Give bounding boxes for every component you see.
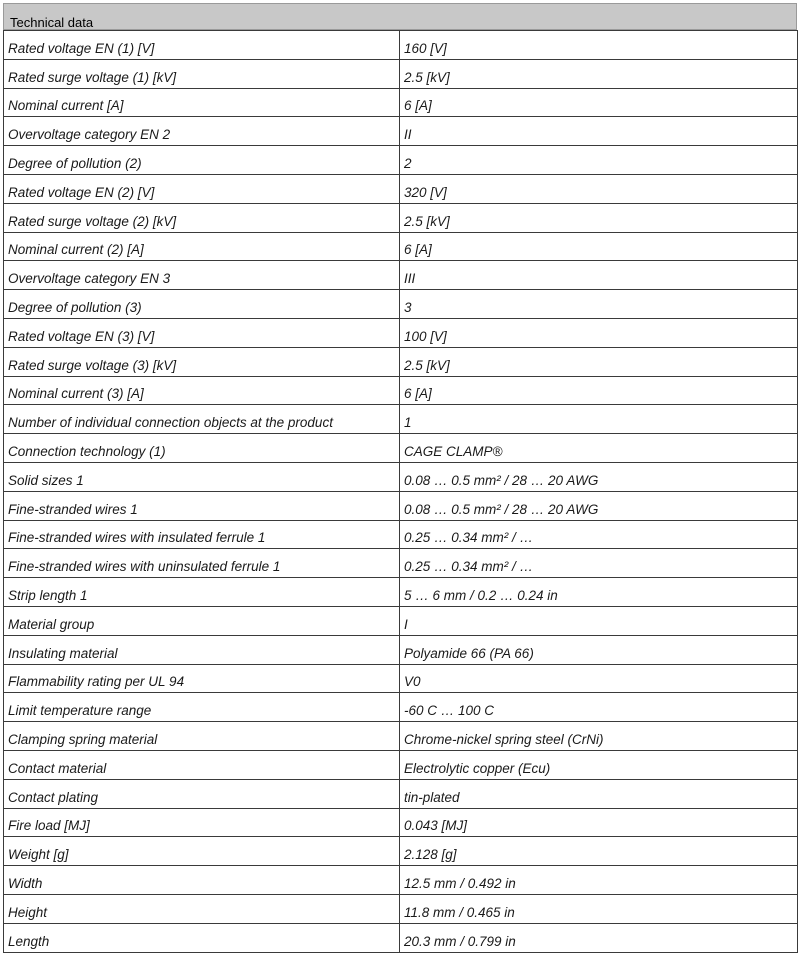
property-value: -60 C … 100 C bbox=[400, 693, 798, 722]
property-value: 2 bbox=[400, 146, 798, 175]
property-label: Height bbox=[4, 894, 400, 923]
property-label: Material group bbox=[4, 606, 400, 635]
table-row bbox=[4, 520, 798, 549]
table-row bbox=[4, 174, 798, 203]
property-label: Rated voltage EN (1) [V] bbox=[4, 31, 400, 60]
property-label: Solid sizes 1 bbox=[4, 462, 400, 491]
property-value: 20.3 mm / 0.799 in bbox=[400, 923, 798, 952]
table-row bbox=[4, 405, 798, 434]
table-row bbox=[4, 290, 798, 319]
property-value: 320 [V] bbox=[400, 174, 798, 203]
property-value: 5 … 6 mm / 0.2 … 0.24 in bbox=[400, 578, 798, 607]
property-value: 2.5 [kV] bbox=[400, 347, 798, 376]
table-row bbox=[4, 347, 798, 376]
property-value: 100 [V] bbox=[400, 318, 798, 347]
table-row bbox=[4, 491, 798, 520]
table-row bbox=[4, 750, 798, 779]
property-label: Limit temperature range bbox=[4, 693, 400, 722]
table-row bbox=[4, 146, 798, 175]
property-label: Fine-stranded wires with uninsulated ferrule 1 bbox=[4, 549, 400, 578]
table-row bbox=[4, 693, 798, 722]
table-row bbox=[4, 261, 798, 290]
property-label: Number of individual connection objects at the product bbox=[4, 405, 400, 434]
table-row bbox=[4, 31, 798, 60]
property-label: Rated voltage EN (2) [V] bbox=[4, 174, 400, 203]
property-label: Clamping spring material bbox=[4, 722, 400, 751]
property-label: Connection technology (1) bbox=[4, 434, 400, 463]
technical-data-section bbox=[3, 3, 797, 953]
property-label: Nominal current [A] bbox=[4, 88, 400, 117]
property-value: 3 bbox=[400, 290, 798, 319]
table-row bbox=[4, 318, 798, 347]
table-row bbox=[4, 808, 798, 837]
property-label: Width bbox=[4, 866, 400, 895]
table-row bbox=[4, 549, 798, 578]
property-label: Strip length 1 bbox=[4, 578, 400, 607]
property-label: Flammability rating per UL 94 bbox=[4, 664, 400, 693]
property-value: 0.25 … 0.34 mm² / … bbox=[400, 549, 798, 578]
property-value: 12.5 mm / 0.492 in bbox=[400, 866, 798, 895]
table-row bbox=[4, 779, 798, 808]
property-label: Length bbox=[4, 923, 400, 952]
property-label: Contact plating bbox=[4, 779, 400, 808]
section-title: Technical data bbox=[3, 3, 797, 30]
property-label: Weight [g] bbox=[4, 837, 400, 866]
property-label: Nominal current (3) [A] bbox=[4, 376, 400, 405]
property-value: Electrolytic copper (Ecu) bbox=[400, 750, 798, 779]
property-value: 2.128 [g] bbox=[400, 837, 798, 866]
property-value: 0.08 … 0.5 mm² / 28 … 20 AWG bbox=[400, 491, 798, 520]
property-label: Rated surge voltage (1) [kV] bbox=[4, 59, 400, 88]
property-value: 2.5 [kV] bbox=[400, 59, 798, 88]
property-value: 11.8 mm / 0.465 in bbox=[400, 894, 798, 923]
table-row bbox=[4, 894, 798, 923]
property-value: I bbox=[400, 606, 798, 635]
table-row bbox=[4, 923, 798, 952]
table-row bbox=[4, 434, 798, 463]
table-row bbox=[4, 722, 798, 751]
table-row bbox=[4, 376, 798, 405]
property-value: V0 bbox=[400, 664, 798, 693]
property-label: Fine-stranded wires with insulated ferrule 1 bbox=[4, 520, 400, 549]
property-value: 1 bbox=[400, 405, 798, 434]
property-label: Fire load [MJ] bbox=[4, 808, 400, 837]
property-label: Degree of pollution (3) bbox=[4, 290, 400, 319]
property-value: III bbox=[400, 261, 798, 290]
table-row bbox=[4, 578, 798, 607]
table-row bbox=[4, 866, 798, 895]
property-label: Insulating material bbox=[4, 635, 400, 664]
property-value: 6 [A] bbox=[400, 88, 798, 117]
property-value: Polyamide 66 (PA 66) bbox=[400, 635, 798, 664]
property-label: Overvoltage category EN 2 bbox=[4, 117, 400, 146]
table-row bbox=[4, 664, 798, 693]
table-row bbox=[4, 117, 798, 146]
technical-data-table bbox=[3, 30, 798, 953]
property-label: Overvoltage category EN 3 bbox=[4, 261, 400, 290]
property-value: 0.25 … 0.34 mm² / … bbox=[400, 520, 798, 549]
property-value: II bbox=[400, 117, 798, 146]
property-label: Nominal current (2) [A] bbox=[4, 232, 400, 261]
table-row bbox=[4, 203, 798, 232]
property-label: Rated voltage EN (3) [V] bbox=[4, 318, 400, 347]
table-row bbox=[4, 606, 798, 635]
property-value: 2.5 [kV] bbox=[400, 203, 798, 232]
table-row bbox=[4, 59, 798, 88]
property-label: Rated surge voltage (2) [kV] bbox=[4, 203, 400, 232]
property-value: tin-plated bbox=[400, 779, 798, 808]
property-label: Contact material bbox=[4, 750, 400, 779]
property-value: 160 [V] bbox=[400, 31, 798, 60]
table-body bbox=[4, 31, 798, 953]
table-row bbox=[4, 232, 798, 261]
property-value: 6 [A] bbox=[400, 376, 798, 405]
property-value: CAGE CLAMP® bbox=[400, 434, 798, 463]
property-value: 6 [A] bbox=[400, 232, 798, 261]
property-value: 0.08 … 0.5 mm² / 28 … 20 AWG bbox=[400, 462, 798, 491]
property-label: Degree of pollution (2) bbox=[4, 146, 400, 175]
property-value: 0.043 [MJ] bbox=[400, 808, 798, 837]
table-row bbox=[4, 462, 798, 491]
table-row bbox=[4, 88, 798, 117]
table-row bbox=[4, 837, 798, 866]
table-row bbox=[4, 635, 798, 664]
property-label: Rated surge voltage (3) [kV] bbox=[4, 347, 400, 376]
property-label: Fine-stranded wires 1 bbox=[4, 491, 400, 520]
property-value: Chrome-nickel spring steel (CrNi) bbox=[400, 722, 798, 751]
